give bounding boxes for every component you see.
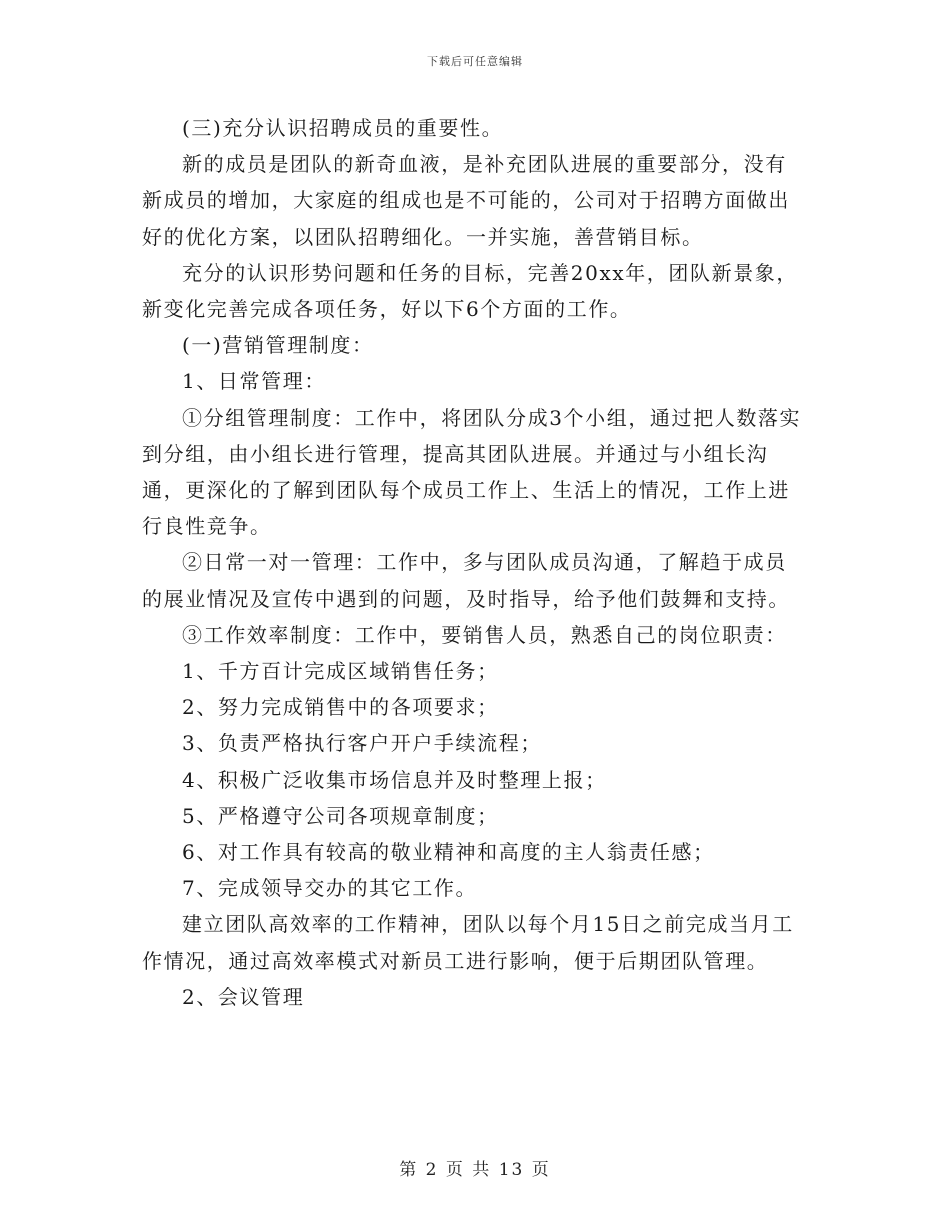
list-item: 2、努力完成销售中的各项要求； (182, 695, 499, 720)
paragraph-group-management: ①分组管理制度：工作中，将团队分成3个小组，通过把人数落实到分组，由小组长进行管理，提高其团队进展。并通过与小组长沟通，更深化的了解到团队每个成员工作上、生活上的情况，工作上进行良性竞争。 (142, 405, 802, 539)
list-item: 7、完成领导交办的其它工作。 (182, 876, 478, 901)
paragraph-goals: 充分的认识形势问题和任务的目标，完善20xx年，团队新景象，新变化完善完成各项任务，好以下6个方面的工作。 (142, 260, 799, 322)
list-item: 6、对工作具有较高的敬业精神和高度的主人翁责任感； (182, 840, 715, 865)
section-heading-3: (三)充分认识招聘成员的重要性。 (182, 116, 504, 140)
page-footer: 第 2 页 共 13 页 (399, 1160, 551, 1180)
paragraph-efficiency: ③工作效率制度：工作中，要销售人员，熟悉自己的岗位职责： (182, 622, 787, 647)
section-heading-1: (一)营销管理制度： (182, 333, 374, 358)
page-header: 下载后可任意编辑 (427, 55, 523, 68)
paragraph-team-spirit: 建立团队高效率的工作精神，团队以每个月15日之前完成当月工作情况，通过高效率模式对新员工进行影响，便于后期团队管理。 (142, 912, 794, 973)
list-item: 1、千方百计完成区域销售任务； (182, 659, 499, 684)
document-body (142, 110, 802, 1015)
paragraph-new-members: 新的成员是团队的新奇血液，是补充团队进展的重要部分，没有新成员的增加，大家庭的组成也是不可能的，公司对于招聘方面做出好的优化方案，以团队招聘细化。一并实施，善营销目标。 (142, 152, 790, 249)
subheading-meeting-management: 2、会议管理 (182, 984, 305, 1009)
list-item: 3、负责严格执行客户开户手续流程； (182, 731, 542, 756)
list-item: 4、积极广泛收集市场信息并及时整理上报； (182, 767, 607, 792)
subheading-daily-management: 1、日常管理： (182, 369, 326, 394)
paragraph-one-on-one: ②日常一对一管理：工作中，多与团队成员沟通，了解趋于成员的展业情况及宣传中遇到的问题，及时指导，给予他们鼓舞和支持。 (142, 550, 790, 611)
list-item: 5、严格遵守公司各项规章制度； (182, 803, 499, 828)
